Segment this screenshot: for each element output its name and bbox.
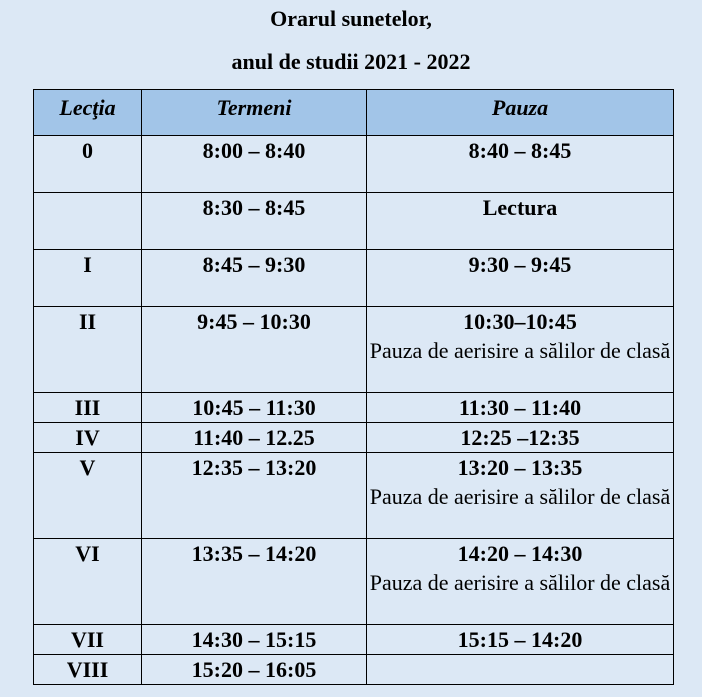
page-subtitle: anul de studii 2021 - 2022 [231,49,471,74]
break-cell [367,423,674,453]
column-header-time: Termeni [142,90,367,136]
break-time: 12:25 –12:35 [460,425,580,450]
break-cell [367,250,674,307]
table-row [34,307,674,393]
lesson-cell: VI [34,539,142,625]
break-note: Pauza de aerisire a sălilor de clasă [369,484,671,509]
table-row [34,453,674,539]
lesson-cell: III [34,393,142,423]
time-cell: 15:20 – 16:05 [142,655,367,685]
lesson-cell: II [34,307,142,393]
table-row [34,136,674,193]
time-cell: 8:00 – 8:40 [142,136,367,193]
break-time: Lectura [482,195,558,220]
break-cell [367,625,674,655]
time-cell: 13:35 – 14:20 [142,539,367,625]
bell-schedule-table [33,89,674,685]
break-time: 11:30 – 11:40 [458,395,582,420]
break-cell [367,307,674,393]
time-cell: 11:40 – 12.25 [142,423,367,453]
break-cell [367,193,674,250]
break-time: 15:15 – 14:20 [457,627,583,652]
break-cell [367,539,674,625]
table-row [34,393,674,423]
lesson-cell: V [34,453,142,539]
break-time: 10:30–10:45 [463,309,577,334]
table-header-row [34,90,674,136]
lesson-cell: VIII [34,655,142,685]
lesson-cell [34,193,142,250]
column-header-lesson: Lecţia [34,90,142,136]
table-row [34,193,674,250]
time-cell: 10:45 – 11:30 [142,393,367,423]
break-cell [367,655,674,685]
time-cell: 8:45 – 9:30 [142,250,367,307]
lesson-cell: IV [34,423,142,453]
break-time: 9:30 – 9:45 [468,252,572,277]
time-cell: 14:30 – 15:15 [142,625,367,655]
time-cell: 8:30 – 8:45 [142,193,367,250]
lesson-cell: 0 [34,136,142,193]
time-cell: 12:35 – 13:20 [142,453,367,539]
lesson-cell: I [34,250,142,307]
break-cell [367,136,674,193]
page-title: Orarul sunetelor, [270,6,432,31]
table-row [34,250,674,307]
break-note: Pauza de aerisire a sălilor de clasă [369,338,671,363]
break-time: 8:40 – 8:45 [468,138,572,163]
break-note: Pauza de aerisire a sălilor de clasă [369,570,671,595]
break-time: 13:20 – 13:35 [457,455,583,480]
break-cell [367,393,674,423]
break-time: 14:20 – 14:30 [457,541,583,566]
lesson-cell: VII [34,625,142,655]
time-cell: 9:45 – 10:30 [142,307,367,393]
table-row [34,423,674,453]
column-header-break: Pauza [367,90,674,136]
table-row [34,625,674,655]
break-cell [367,453,674,539]
table-row [34,655,674,685]
table-row [34,539,674,625]
